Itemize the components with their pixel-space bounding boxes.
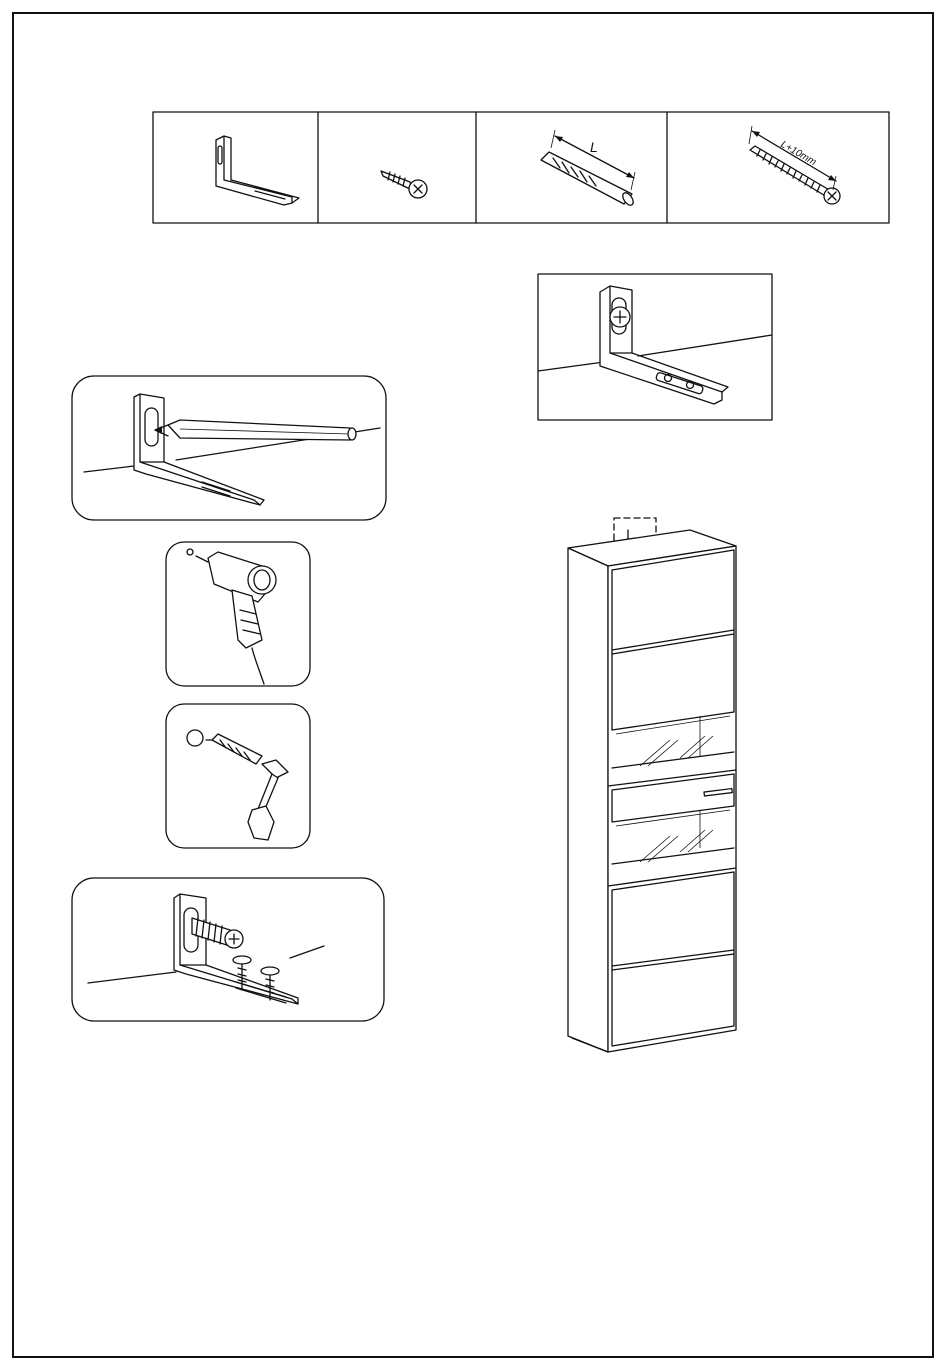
step-mark-hole [72,376,386,520]
long-screw-dimension-label: L+10mm [778,139,818,169]
screw-icon [381,171,427,198]
wall-plug-icon [541,130,635,207]
parts-table [153,112,889,223]
bracket-mounted-detail [538,274,772,420]
bracket-icon [216,136,299,205]
step-drill-hole [166,542,310,686]
drill-icon [196,552,276,684]
cabinet-icon [568,518,736,1052]
long-screw-icon [749,126,840,204]
pencil-icon [155,420,356,440]
wall-plug-dimension-label: L [590,139,598,155]
wall-plug-icon-step [206,734,262,764]
step-screw-bracket [72,878,384,1021]
hammer-icon [248,760,288,840]
step-insert-plug [166,704,310,848]
